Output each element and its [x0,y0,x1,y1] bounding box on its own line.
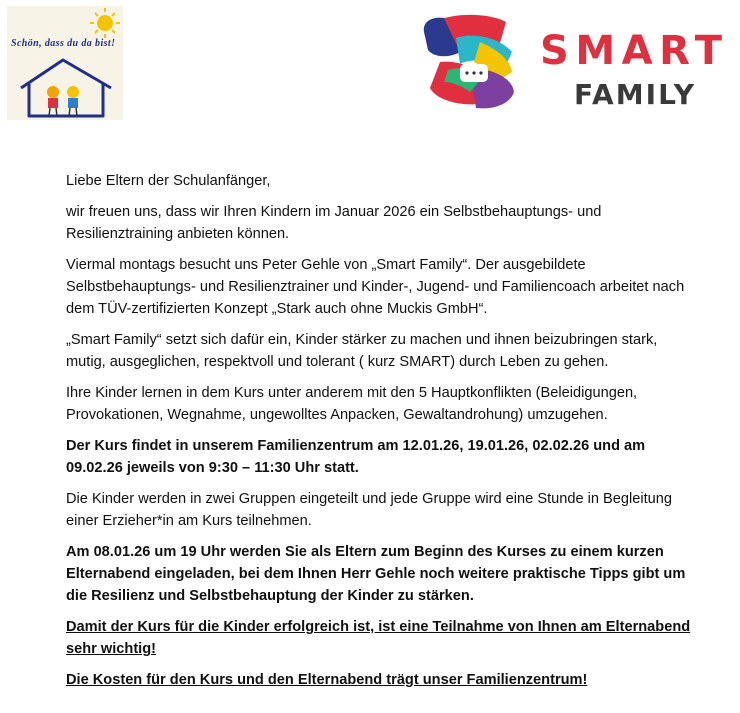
colorful-s-mark-icon [424,15,514,108]
logo-word-smart: SMART [540,28,722,74]
kindergarten-house-sun-logo [7,6,123,120]
paragraph-attendance-important: Damit der Kurs für die Kinder erfolgreich ist, ist eine Teilnahme von Ihnen am Elternabend sehr wichtig! [66,619,691,657]
letter-greeting: Liebe Eltern der Schulanfänger, [66,173,271,189]
paragraph-costs: Die Kosten für den Kurs und den Elternabend trägt unser Familienzentrum! [66,672,588,688]
paragraph-conflicts: Ihre Kinder lernen in dem Kurs unter anderem mit den 5 Hauptkonflikten (Beleidigungen, Provokationen, Wegnahme, ungewolltes Anpacken, Gewaltandrohung) umzugehen. [66,385,638,423]
letter-body [66,170,696,700]
paragraph-smart-family: „Smart Family“ setzt sich dafür ein, Kinder stärker zu machen und ihnen beizubringen stark, mutig, ausgeglichen, respektvoll und tolerant ( kurz SMART) durch Leben zu gehen. [66,332,658,370]
paragraph-course-dates: Der Kurs findet in unserem Familienzentrum am 12.01.26, 19.01.26, 02.02.26 und am 09.02.26 jeweils von 9:30 – 11:30 Uhr statt. [66,438,646,476]
logo-word-family: FAMILY [574,78,694,111]
paragraph-intro: wir freuen uns, dass wir Ihren Kindern im Januar 2026 ein Selbstbehauptungs- und Resilienztraining anbieten können. [66,204,602,242]
logo-slogan: Schön, dass du da bist! [11,38,115,49]
paragraph-groups: Die Kinder werden in zwei Gruppen eingeteilt und jede Gruppe wird eine Stunde in Begleitung einer Erzieher*in am Kurs teilnehmen. [66,491,673,529]
smart-family-logo [420,12,730,112]
paragraph-trainer: Viermal montags besucht uns Peter Gehle von „Smart Family“. Der ausgebildete Selbstbehauptungs- und Resilienztrainer und Kinder-, Jugend- und Familiencoach arbeitet nach dem TÜV-zertifizierten Konzept „Stark auch ohne Muckis GmbH“. [66,257,685,317]
paragraph-parents-evening: Am 08.01.26 um 19 Uhr werden Sie als Eltern zum Beginn des Kurses zu einem kurzen Elternabend eingeladen, bei dem Ihnen Herr Gehle noch weitere praktische Tipps gibt um die Resilienz und Selbstbehauptung der Kinder zu stärken. [66,544,686,604]
